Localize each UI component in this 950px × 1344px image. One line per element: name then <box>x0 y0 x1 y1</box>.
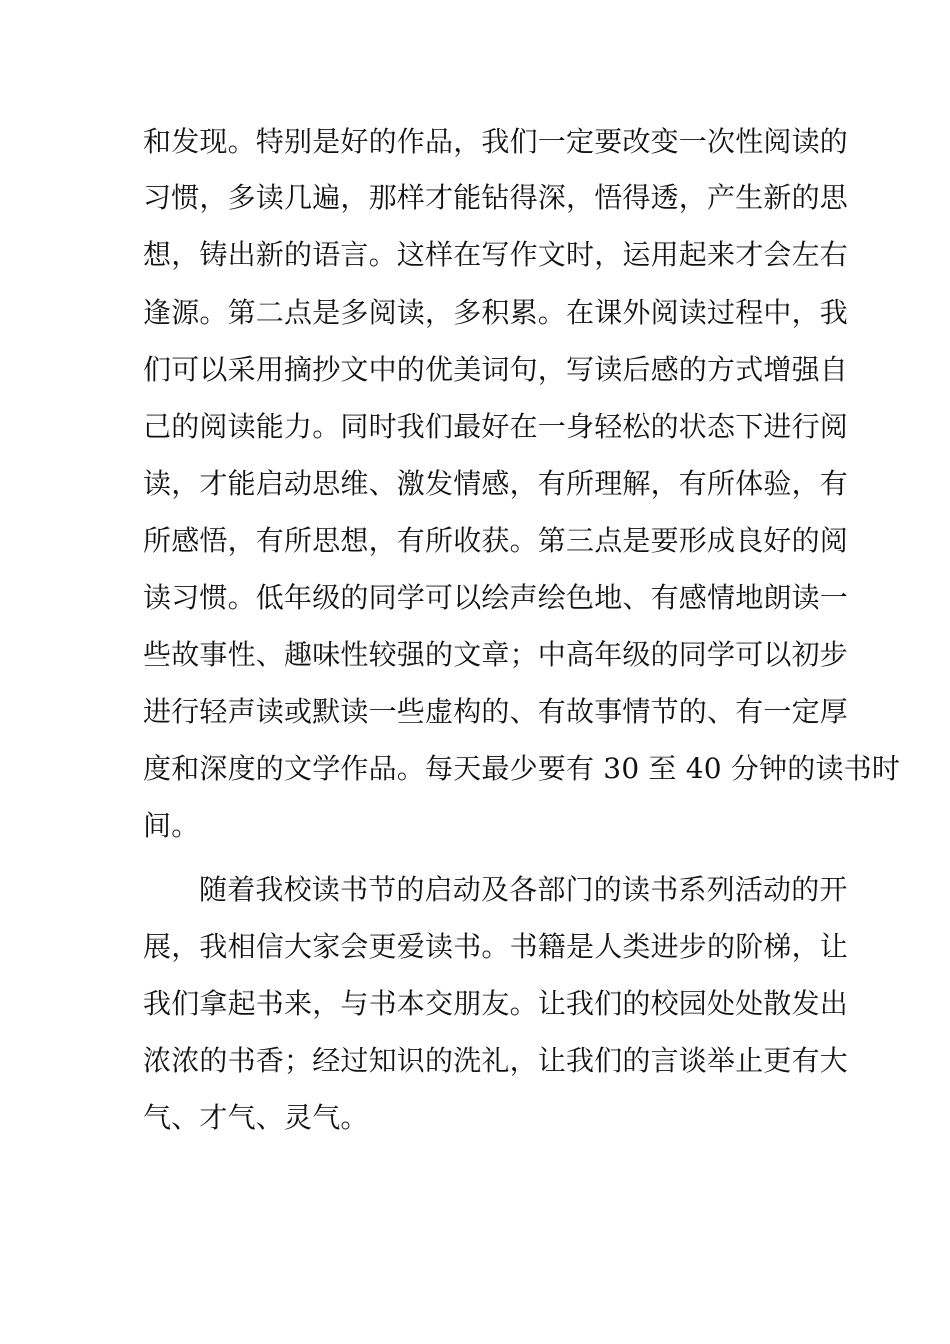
text-line: 所感悟，有所思想，有所收获。第三点是要形成良好的阅 <box>143 524 849 557</box>
text-line: 间。 <box>143 809 200 842</box>
text-line: 度和深度的文学作品。每天最少要有 30 至 40 分钟的读书时 <box>143 752 901 785</box>
text-line: 我们拿起书来，与书本交朋友。让我们的校园处处散发出 <box>143 987 849 1020</box>
text-line: 气、才气、灵气。 <box>143 1101 369 1134</box>
text-line: 浓浓的书香；经过知识的洗礼，让我们的言谈举止更有大 <box>143 1044 849 1077</box>
text-line: 们可以采用摘抄文中的优美词句，写读后感的方式增强自 <box>143 353 849 386</box>
text-line: 展，我相信大家会更爱读书。书籍是人类进步的阶梯，让 <box>143 930 849 963</box>
text-line: 己的阅读能力。同时我们最好在一身轻松的状态下进行阅 <box>143 410 849 443</box>
text-line: 进行轻声读或默读一些虚构的、有故事情节的、有一定厚 <box>143 695 849 728</box>
text-line: 读习惯。低年级的同学可以绘声绘色地、有感情地朗读一 <box>143 581 849 614</box>
text-line: 和发现。特别是好的作品，我们一定要改变一次性阅读的 <box>143 125 849 158</box>
text-line: 习惯，多读几遍，那样才能钻得深，悟得透，产生新的思 <box>143 181 849 214</box>
text-line: 些故事性、趣味性较强的文章；中高年级的同学可以初步 <box>143 638 849 671</box>
paragraph-first-line: 随着我校读书节的启动及各部门的读书系列活动的开 <box>199 873 848 906</box>
text-line: 读，才能启动思维、激发情感，有所理解，有所体验，有 <box>143 467 849 500</box>
text-line: 想，铸出新的语言。这样在写作文时，运用起来才会左右 <box>143 238 849 271</box>
text-line: 逢源。第二点是多阅读，多积累。在课外阅读过程中，我 <box>143 296 849 329</box>
